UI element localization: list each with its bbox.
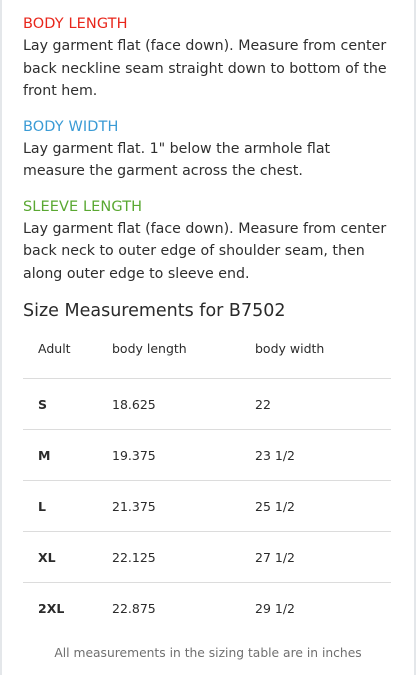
width-cell: 27 1/2 [255, 549, 295, 565]
header-adult: Adult [38, 341, 71, 356]
table-row [23, 379, 391, 430]
size-cell: S [38, 396, 48, 412]
size-table-heading: Size Measurements for B7502 [23, 301, 286, 321]
width-cell: 25 1/2 [255, 498, 295, 514]
body-length-title: BODY LENGTH [23, 16, 128, 32]
size-cell: L [38, 498, 46, 514]
width-cell: 23 1/2 [255, 447, 295, 463]
body-width-instructions: Lay garment flat. 1" below the armhole flat measure the garment across the chest. [23, 140, 331, 179]
size-guide [23, 14, 395, 633]
body-width-section [23, 117, 395, 183]
width-cell: 29 1/2 [255, 600, 295, 616]
size-cell: M [38, 447, 51, 463]
size-table [23, 335, 391, 633]
units-footnote: All measurements in the sizing table are in inches [54, 646, 362, 660]
table-row [23, 481, 391, 532]
body-length-section [23, 14, 395, 103]
header-body-length: body length [112, 341, 187, 356]
table-row [23, 430, 391, 481]
body-width-title: BODY WIDTH [23, 118, 119, 135]
table-row [23, 583, 391, 633]
length-cell: 21.375 [112, 498, 156, 514]
size-cell: 2XL [38, 600, 65, 616]
sleeve-length-title: SLEEVE LENGTH [23, 198, 143, 215]
length-cell: 22.875 [112, 600, 156, 616]
page-edge-left [0, 0, 2, 675]
sleeve-length-section [23, 197, 395, 286]
body-length-instructions: Lay garment flat (face down). Measure from center back neckline seam straight down to bottom of the front hem. [23, 38, 387, 99]
table-row [23, 532, 391, 583]
length-cell: 19.375 [112, 447, 156, 463]
width-cell: 22 [255, 396, 271, 412]
size-cell: XL [38, 549, 56, 565]
table-header-row [23, 335, 391, 379]
length-cell: 22.125 [112, 549, 156, 565]
header-body-width: body width [255, 341, 325, 356]
length-cell: 18.625 [112, 396, 156, 412]
sleeve-length-instructions: Lay garment flat (face down). Measure from center back neck to outer edge of shoulder seam, then along outer edge to sleeve end. [23, 220, 387, 282]
